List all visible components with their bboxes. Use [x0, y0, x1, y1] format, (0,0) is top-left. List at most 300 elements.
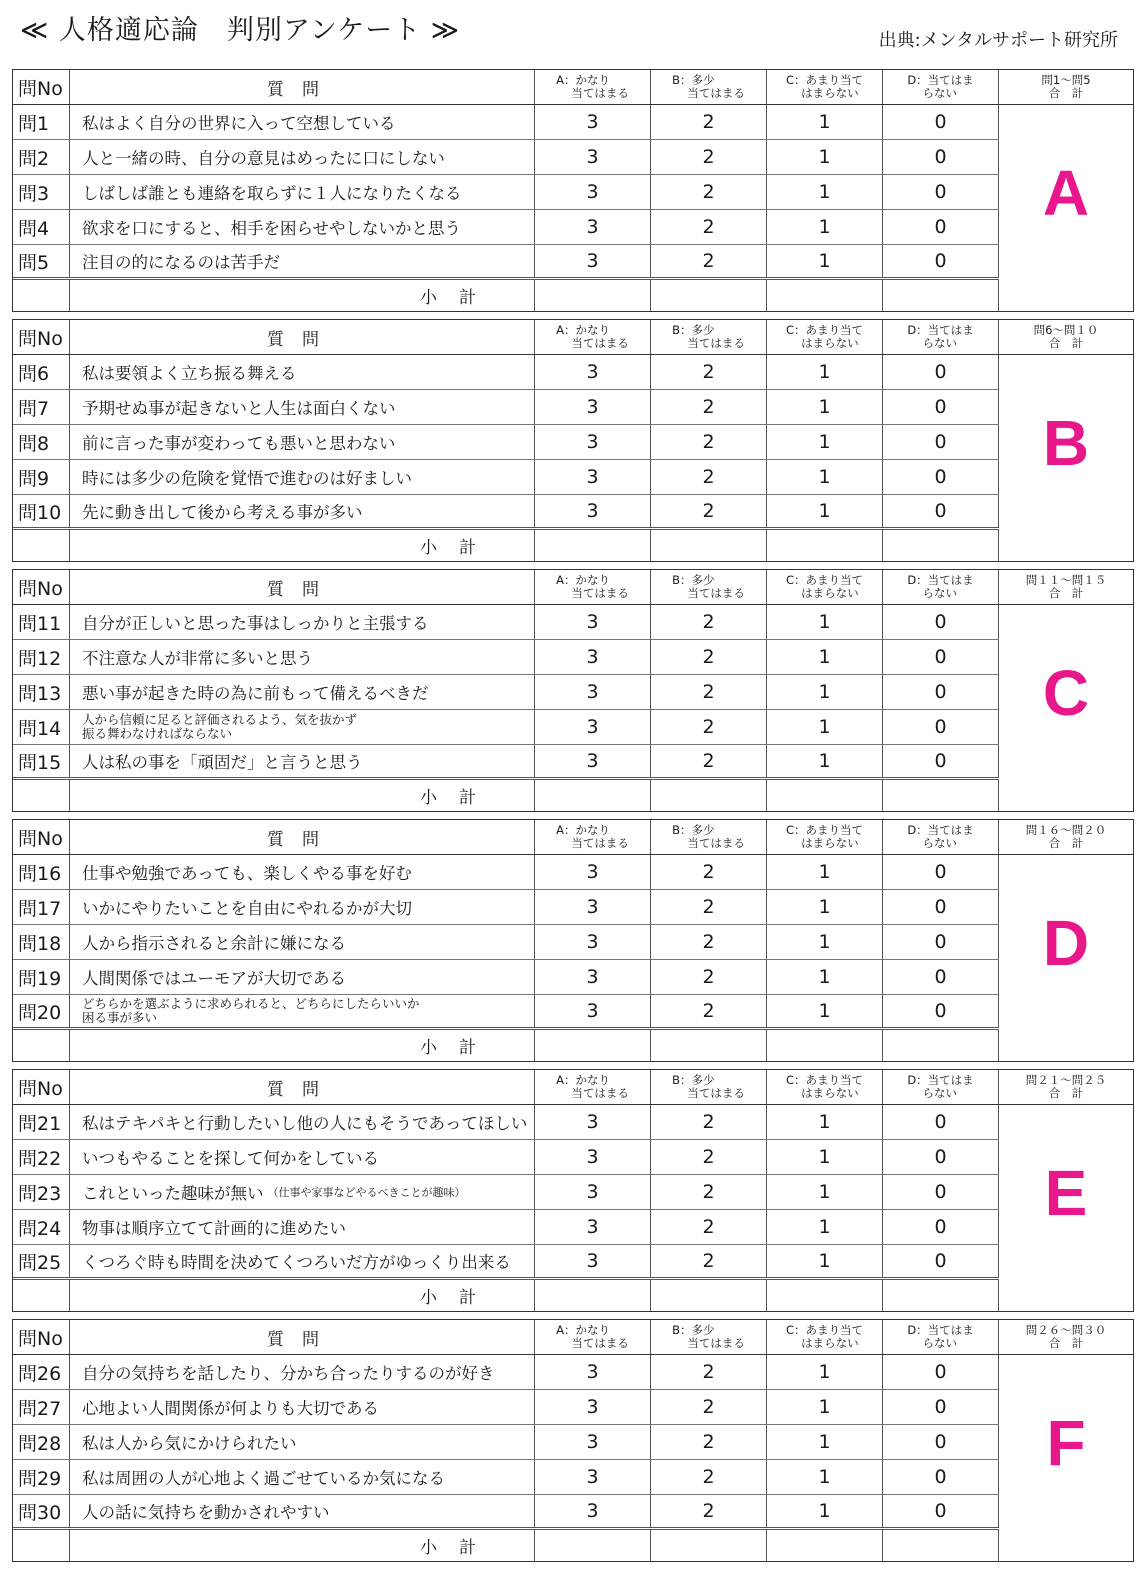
score-d-option[interactable]: 0 — [883, 210, 999, 244]
subtotal-c-field[interactable] — [767, 780, 883, 811]
score-d-option[interactable]: 0 — [883, 925, 999, 959]
question-text: しばしば誰とも連絡を取らずに１人になりたくなる — [82, 184, 462, 203]
score-b-option[interactable]: 2 — [651, 640, 767, 674]
section-total-cell[interactable] — [999, 1355, 1133, 1561]
subtotal-d-field[interactable] — [883, 1030, 999, 1061]
score-c-option[interactable]: 1 — [767, 1175, 883, 1209]
score-a-option[interactable]: 3 — [535, 1425, 651, 1459]
score-c-option[interactable]: 1 — [767, 710, 883, 744]
section-total-cell[interactable] — [999, 1105, 1133, 1311]
question-cell — [70, 1245, 535, 1277]
subtotal-d-field[interactable] — [883, 280, 999, 311]
header-option-b: B：多少 当てはまる — [651, 570, 767, 604]
question-number: 問7 — [13, 390, 70, 424]
score-b-option[interactable]: 2 — [651, 745, 767, 777]
question-number: 問1 — [13, 105, 70, 139]
subtotal-d-field[interactable] — [883, 1280, 999, 1311]
score-c-option[interactable]: 1 — [767, 460, 883, 494]
question-row — [13, 605, 999, 640]
score-d-option[interactable]: 0 — [883, 675, 999, 709]
question-row — [13, 855, 999, 890]
question-text: くつろぐ時も時間を決めてくつろいだ方がゆっくり出来る — [82, 1253, 511, 1272]
score-d-option[interactable]: 0 — [883, 995, 999, 1027]
score-d-option[interactable]: 0 — [883, 425, 999, 459]
score-a-option[interactable]: 3 — [535, 1245, 651, 1277]
score-c-option[interactable]: 1 — [767, 1140, 883, 1174]
score-b-option[interactable]: 2 — [651, 995, 767, 1027]
score-d-option[interactable]: 0 — [883, 390, 999, 424]
score-a-option[interactable]: 3 — [535, 425, 651, 459]
score-c-option[interactable]: 1 — [767, 675, 883, 709]
question-number: 問6 — [13, 355, 70, 389]
header-option-b: B：多少 当てはまる — [651, 70, 767, 104]
header-row — [13, 320, 1133, 355]
question-cell — [70, 495, 535, 527]
question-cell — [70, 960, 535, 994]
subtotal-d-field[interactable] — [883, 1530, 999, 1561]
header-option-a: A：かなり 当てはまる — [535, 820, 651, 854]
score-a-option[interactable]: 3 — [535, 855, 651, 889]
score-a-option[interactable]: 3 — [535, 1210, 651, 1244]
subtotal-b-field[interactable] — [651, 530, 767, 561]
question-number: 問14 — [13, 710, 70, 744]
section-letter: E — [1044, 1157, 1088, 1229]
question-row — [13, 890, 999, 925]
section-letter: D — [1042, 907, 1090, 979]
score-d-option[interactable]: 0 — [883, 1355, 999, 1389]
question-text: 人から指示されると余計に嫌になる — [82, 934, 346, 953]
score-a-option[interactable]: 3 — [535, 710, 651, 744]
score-a-option[interactable]: 3 — [535, 745, 651, 777]
question-row — [13, 925, 999, 960]
question-number: 問15 — [13, 745, 70, 777]
header-option-d: D：当てはま らない — [883, 70, 999, 104]
question-row — [13, 355, 999, 390]
question-cell — [70, 1210, 535, 1244]
header-row — [13, 820, 1133, 855]
subtotal-blank — [13, 1530, 70, 1561]
question-cell — [70, 1105, 535, 1139]
score-b-option[interactable]: 2 — [651, 1210, 767, 1244]
subtotal-row — [13, 1030, 999, 1061]
subtotal-b-field[interactable] — [651, 1030, 767, 1061]
question-text: 前に言った事が変わっても悪いと思わない — [82, 434, 396, 453]
score-a-option[interactable]: 3 — [535, 355, 651, 389]
question-text: これといった趣味が無い — [82, 1184, 264, 1203]
question-text: 自分の気持ちを話したり、分かち合ったりするのが好き — [82, 1364, 495, 1383]
section-a — [12, 69, 1134, 312]
question-number: 問26 — [13, 1355, 70, 1389]
score-b-option[interactable]: 2 — [651, 1140, 767, 1174]
question-text: 自分が正しいと思った事はしっかりと主張する — [82, 614, 429, 633]
question-cell — [70, 995, 535, 1027]
header-no: 問No — [13, 1320, 70, 1354]
subtotal-c-field[interactable] — [767, 1280, 883, 1311]
question-row — [13, 1175, 999, 1210]
score-a-option[interactable]: 3 — [535, 245, 651, 277]
score-a-option[interactable]: 3 — [535, 605, 651, 639]
score-a-option[interactable]: 3 — [535, 1105, 651, 1139]
question-cell — [70, 1495, 535, 1527]
subtotal-label: 小計 — [70, 530, 535, 561]
question-cell — [70, 925, 535, 959]
subtotal-a-field[interactable] — [535, 1280, 651, 1311]
subtotal-c-field[interactable] — [767, 280, 883, 311]
range-total-label: 問１６～問２０ 合 計 — [999, 820, 1133, 855]
section-f — [12, 1319, 1134, 1562]
question-text: 人と一緒の時、自分の意見はめったに口にしない — [82, 149, 445, 168]
question-text: いつもやることを探して何かをしている — [82, 1149, 379, 1168]
header-no: 問No — [13, 570, 70, 604]
score-a-option[interactable]: 3 — [535, 960, 651, 994]
subtotal-blank — [13, 530, 70, 561]
question-row — [13, 1495, 999, 1530]
page-title: ≪ 人格適応論 判別アンケート ≫ — [20, 15, 461, 46]
score-b-option[interactable]: 2 — [651, 925, 767, 959]
score-c-option[interactable]: 1 — [767, 605, 883, 639]
score-a-option[interactable]: 3 — [535, 1140, 651, 1174]
subtotal-d-field[interactable] — [883, 780, 999, 811]
score-a-option[interactable]: 3 — [535, 140, 651, 174]
score-b-option[interactable]: 2 — [651, 460, 767, 494]
header-question: 質問 — [70, 1320, 535, 1354]
score-c-option[interactable]: 1 — [767, 390, 883, 424]
score-a-option[interactable]: 3 — [535, 995, 651, 1027]
question-cell — [70, 675, 535, 709]
score-d-option[interactable]: 0 — [883, 960, 999, 994]
question-row — [13, 425, 999, 460]
subtotal-c-field[interactable] — [767, 1030, 883, 1061]
question-row — [13, 495, 999, 530]
subtotal-a-field[interactable] — [535, 1030, 651, 1061]
score-d-option[interactable]: 0 — [883, 890, 999, 924]
score-d-option[interactable]: 0 — [883, 175, 999, 209]
question-text: いかにやりたいことを自由にやれるかが大切 — [82, 899, 412, 918]
header-option-d: D：当てはま らない — [883, 820, 999, 854]
score-b-option[interactable]: 2 — [651, 855, 767, 889]
question-text: 私は人から気にかけられたい — [82, 1434, 297, 1453]
score-d-option[interactable]: 0 — [883, 1210, 999, 1244]
score-c-option[interactable]: 1 — [767, 1355, 883, 1389]
question-cell — [70, 425, 535, 459]
question-text: 欲求を口にすると、相手を困らせやしないかと思う — [82, 219, 462, 238]
question-cell — [70, 1175, 535, 1209]
score-d-option[interactable]: 0 — [883, 1175, 999, 1209]
header-option-d: D：当てはま らない — [883, 570, 999, 604]
score-d-option[interactable]: 0 — [883, 495, 999, 527]
subtotal-a-field[interactable] — [535, 780, 651, 811]
score-b-option[interactable]: 2 — [651, 390, 767, 424]
header-question: 質問 — [70, 70, 535, 104]
score-a-option[interactable]: 3 — [535, 175, 651, 209]
header-option-d: D：当てはま らない — [883, 1070, 999, 1104]
score-c-option[interactable]: 1 — [767, 495, 883, 527]
question-cell — [70, 460, 535, 494]
question-number: 問24 — [13, 1210, 70, 1244]
score-d-option[interactable]: 0 — [883, 855, 999, 889]
score-a-option[interactable]: 3 — [535, 1460, 651, 1494]
header-option-b: B：多少 当てはまる — [651, 1070, 767, 1104]
header-option-c: C：あまり当て はまらない — [767, 1070, 883, 1104]
header-question: 質問 — [70, 820, 535, 854]
question-cell — [70, 710, 535, 744]
score-b-option[interactable]: 2 — [651, 495, 767, 527]
header-option-b: B：多少 当てはまる — [651, 320, 767, 354]
score-b-option[interactable]: 2 — [651, 355, 767, 389]
question-cell — [70, 210, 535, 244]
score-c-option[interactable]: 1 — [767, 855, 883, 889]
subtotal-row — [13, 280, 999, 311]
score-b-option[interactable]: 2 — [651, 1390, 767, 1424]
question-number: 問27 — [13, 1390, 70, 1424]
question-cell — [70, 855, 535, 889]
question-row — [13, 210, 999, 245]
range-total-label: 問１１～問１５ 合 計 — [999, 570, 1133, 605]
question-number: 問28 — [13, 1425, 70, 1459]
question-cell — [70, 1460, 535, 1494]
question-row — [13, 745, 999, 780]
question-row — [13, 460, 999, 495]
score-d-option[interactable]: 0 — [883, 1140, 999, 1174]
header-row — [13, 1070, 1133, 1105]
score-d-option[interactable]: 0 — [883, 1495, 999, 1527]
section-letter: C — [1042, 657, 1090, 729]
score-b-option[interactable]: 2 — [651, 1495, 767, 1527]
subtotal-row — [13, 1530, 999, 1561]
score-b-option[interactable]: 2 — [651, 105, 767, 139]
score-b-option[interactable]: 2 — [651, 425, 767, 459]
score-b-option[interactable]: 2 — [651, 890, 767, 924]
question-text: どちらかを選ぶように求められると、どちらにしたらいいか 困る事が多い — [82, 996, 420, 1025]
header-row — [13, 1320, 1133, 1355]
score-d-option[interactable]: 0 — [883, 105, 999, 139]
question-row — [13, 1210, 999, 1245]
score-a-option[interactable]: 3 — [535, 640, 651, 674]
score-b-option[interactable]: 2 — [651, 1460, 767, 1494]
header-question: 質問 — [70, 570, 535, 604]
question-cell — [70, 640, 535, 674]
score-a-option[interactable]: 3 — [535, 390, 651, 424]
score-b-option[interactable]: 2 — [651, 675, 767, 709]
range-total-label: 問２１～問２５ 合 計 — [999, 1070, 1133, 1105]
header-no: 問No — [13, 320, 70, 354]
subtotal-label: 小計 — [70, 780, 535, 811]
section-letter: B — [1042, 407, 1090, 479]
question-number: 問23 — [13, 1175, 70, 1209]
subtotal-c-field[interactable] — [767, 530, 883, 561]
question-number: 問12 — [13, 640, 70, 674]
subtotal-a-field[interactable] — [535, 530, 651, 561]
question-number: 問3 — [13, 175, 70, 209]
subtotal-blank — [13, 280, 70, 311]
score-a-option[interactable]: 3 — [535, 925, 651, 959]
question-text: 人から信頼に足ると評価されるよう、気を抜かず 振る舞わなければならない — [82, 712, 358, 741]
subtotal-a-field[interactable] — [535, 1530, 651, 1561]
section-total-cell[interactable] — [999, 355, 1133, 561]
question-row — [13, 675, 999, 710]
question-row — [13, 105, 999, 140]
score-a-option[interactable]: 3 — [535, 1390, 651, 1424]
question-row — [13, 1425, 999, 1460]
question-row — [13, 1140, 999, 1175]
header-option-a: A：かなり 当てはまる — [535, 570, 651, 604]
header-option-c: C：あまり当て はまらない — [767, 570, 883, 604]
question-number: 問10 — [13, 495, 70, 527]
score-a-option[interactable]: 3 — [535, 675, 651, 709]
questionnaire — [12, 69, 1134, 1569]
question-number: 問9 — [13, 460, 70, 494]
question-text: 人の話に気持ちを動かされやすい — [82, 1503, 330, 1522]
score-c-option[interactable]: 1 — [767, 210, 883, 244]
question-text: 私はテキパキと行動したいし他の人にもそうであってほしい — [82, 1114, 528, 1133]
score-d-option[interactable]: 0 — [883, 640, 999, 674]
score-c-option[interactable]: 1 — [767, 1390, 883, 1424]
score-d-option[interactable]: 0 — [883, 1425, 999, 1459]
score-c-option[interactable]: 1 — [767, 1460, 883, 1494]
source-credit: 出典:メンタルサポート研究所 — [878, 30, 1118, 51]
score-d-option[interactable]: 0 — [883, 1460, 999, 1494]
question-text: 不注意な人が非常に多いと思う — [82, 649, 313, 668]
section-total-cell[interactable] — [999, 105, 1133, 311]
subtotal-row — [13, 780, 999, 811]
score-c-option[interactable]: 1 — [767, 425, 883, 459]
score-c-option[interactable]: 1 — [767, 890, 883, 924]
score-c-option[interactable]: 1 — [767, 105, 883, 139]
score-a-option[interactable]: 3 — [535, 1175, 651, 1209]
score-d-option[interactable]: 0 — [883, 745, 999, 777]
question-text: 先に動き出して後から考える事が多い — [82, 503, 363, 522]
question-cell — [70, 890, 535, 924]
score-c-option[interactable]: 1 — [767, 960, 883, 994]
score-c-option[interactable]: 1 — [767, 1495, 883, 1527]
subtotal-label: 小計 — [70, 1530, 535, 1561]
subtotal-blank — [13, 1280, 70, 1311]
score-a-option[interactable]: 3 — [535, 460, 651, 494]
score-d-option[interactable]: 0 — [883, 1390, 999, 1424]
score-c-option[interactable]: 1 — [767, 995, 883, 1027]
header-row — [13, 70, 1133, 105]
question-cell — [70, 175, 535, 209]
subtotal-blank — [13, 780, 70, 811]
score-a-option[interactable]: 3 — [535, 210, 651, 244]
score-d-option[interactable]: 0 — [883, 460, 999, 494]
score-c-option[interactable]: 1 — [767, 140, 883, 174]
subtotal-c-field[interactable] — [767, 1530, 883, 1561]
score-c-option[interactable]: 1 — [767, 745, 883, 777]
section-b — [12, 319, 1134, 562]
question-text: 予期せぬ事が起きないと人生は面白くない — [82, 399, 396, 418]
question-number: 問29 — [13, 1460, 70, 1494]
score-b-option[interactable]: 2 — [651, 1105, 767, 1139]
question-cell — [70, 1425, 535, 1459]
subtotal-blank — [13, 1030, 70, 1061]
question-row — [13, 175, 999, 210]
header-question: 質問 — [70, 320, 535, 354]
score-a-option[interactable]: 3 — [535, 105, 651, 139]
header-no: 問No — [13, 820, 70, 854]
section-total-cell[interactable] — [999, 605, 1133, 811]
score-c-option[interactable]: 1 — [767, 355, 883, 389]
score-b-option[interactable]: 2 — [651, 710, 767, 744]
subtotal-b-field[interactable] — [651, 1280, 767, 1311]
subtotal-a-field[interactable] — [535, 280, 651, 311]
question-cell — [70, 355, 535, 389]
score-a-option[interactable]: 3 — [535, 1355, 651, 1389]
score-b-option[interactable]: 2 — [651, 1245, 767, 1277]
question-text: 悪い事が起きた時の為に前もって備えるべきだ — [82, 684, 429, 703]
question-cell — [70, 245, 535, 277]
question-note: （仕事や家事などやるべきことが趣味） — [267, 1186, 466, 1199]
score-c-option[interactable]: 1 — [767, 245, 883, 277]
subtotal-b-field[interactable] — [651, 1530, 767, 1561]
score-c-option[interactable]: 1 — [767, 175, 883, 209]
score-c-option[interactable]: 1 — [767, 1245, 883, 1277]
section-total-cell[interactable] — [999, 855, 1133, 1061]
score-a-option[interactable]: 3 — [535, 890, 651, 924]
subtotal-b-field[interactable] — [651, 780, 767, 811]
score-d-option[interactable]: 0 — [883, 140, 999, 174]
question-text: 私は要領よく立ち振る舞える — [82, 364, 297, 383]
question-text: 私はよく自分の世界に入って空想している — [82, 114, 396, 133]
score-b-option[interactable]: 2 — [651, 605, 767, 639]
score-c-option[interactable]: 1 — [767, 1210, 883, 1244]
question-row — [13, 995, 999, 1030]
score-b-option[interactable]: 2 — [651, 245, 767, 277]
score-d-option[interactable]: 0 — [883, 1245, 999, 1277]
score-c-option[interactable]: 1 — [767, 640, 883, 674]
question-number: 問2 — [13, 140, 70, 174]
question-number: 問19 — [13, 960, 70, 994]
score-c-option[interactable]: 1 — [767, 925, 883, 959]
section-c — [12, 569, 1134, 812]
score-b-option[interactable]: 2 — [651, 960, 767, 994]
range-total-label: 問２６～問３０ 合 計 — [999, 1320, 1133, 1355]
score-b-option[interactable]: 2 — [651, 210, 767, 244]
score-b-option[interactable]: 2 — [651, 140, 767, 174]
score-b-option[interactable]: 2 — [651, 175, 767, 209]
score-a-option[interactable]: 3 — [535, 495, 651, 527]
question-row — [13, 1390, 999, 1425]
question-row — [13, 245, 999, 280]
question-row — [13, 640, 999, 675]
header-option-c: C：あまり当て はまらない — [767, 320, 883, 354]
score-c-option[interactable]: 1 — [767, 1105, 883, 1139]
subtotal-d-field[interactable] — [883, 530, 999, 561]
question-row — [13, 1105, 999, 1140]
score-c-option[interactable]: 1 — [767, 1425, 883, 1459]
question-row — [13, 390, 999, 425]
range-total-label: 問1～問5 合 計 — [999, 70, 1133, 105]
question-row — [13, 710, 999, 745]
question-number: 問16 — [13, 855, 70, 889]
header-option-a: A：かなり 当てはまる — [535, 70, 651, 104]
question-row — [13, 140, 999, 175]
score-b-option[interactable]: 2 — [651, 1175, 767, 1209]
score-d-option[interactable]: 0 — [883, 605, 999, 639]
score-b-option[interactable]: 2 — [651, 1355, 767, 1389]
score-d-option[interactable]: 0 — [883, 1105, 999, 1139]
score-d-option[interactable]: 0 — [883, 355, 999, 389]
subtotal-b-field[interactable] — [651, 280, 767, 311]
question-number: 問18 — [13, 925, 70, 959]
subtotal-row — [13, 530, 999, 561]
score-a-option[interactable]: 3 — [535, 1495, 651, 1527]
header-no: 問No — [13, 1070, 70, 1104]
question-text: 心地よい人間関係が何よりも大切である — [82, 1399, 379, 1418]
score-d-option[interactable]: 0 — [883, 710, 999, 744]
score-d-option[interactable]: 0 — [883, 245, 999, 277]
score-b-option[interactable]: 2 — [651, 1425, 767, 1459]
